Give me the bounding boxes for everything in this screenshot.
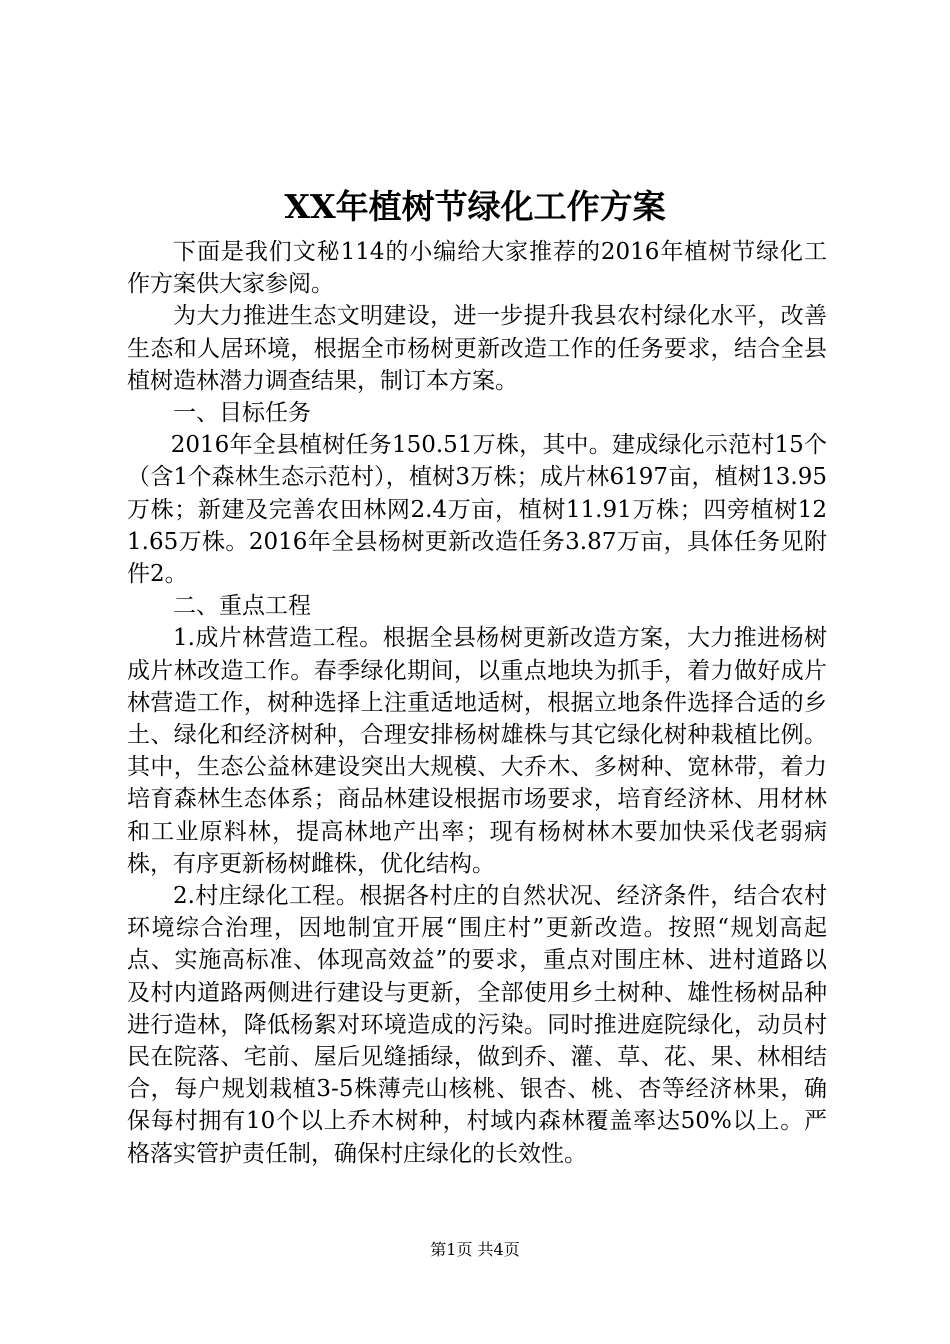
document-title: XX年植树节绿化工作方案 (284, 187, 666, 226)
section-heading-projects: 二、重点工程 (173, 593, 311, 620)
document-body (127, 236, 827, 1170)
paragraph-project-1: 1.成片林营造工程。根据全县杨树更新改造方案，大力推进杨树成片林改造工作。春季绿化期间，以重点地块为抓手，着力做好成片林营造工作，树种选择上注重适地适树，根据立地条件选择合适的乡土、绿化和经济树种，合理安排杨树雄株与其它绿化树种栽植比例。其中，生态公益林建设突出大规模、大乔木、多树种、宽林带，着力培育森林生态体系；商品林建设根据市场要求，培育经济林、用材林和工业原料林，提高林地产出率；现有杨树林木要加快采伐老弱病株，有序更新杨树雌株，优化结构。 (127, 625, 827, 877)
paragraph-intro: 下面是我们文秘114的小编给大家推荐的2016年植树节绿化工作方案供大家参阅。 (127, 239, 827, 298)
page-footer: 第1页 共4页 (430, 1240, 520, 1259)
paragraph-goals: 2016年全县植树任务150.51万株，其中。建成绿化示范村15个（含1个森林生态示范村），植树3万株；成片林6197亩，植树13.95万株；新建及完善农田林网2.4万亩，植树11.91万株；四旁植树121.65万株。2016年全县杨树更新改造任务3.87万亩，具体任务见附件2。 (127, 432, 827, 588)
paragraph-project-2: 2.村庄绿化工程。根据各村庄的自然状况、经济条件，结合农村环境综合治理，因地制宜开展“围庄村”更新改造。按照“规划高起点、实施高标准、体现高效益”的要求，重点对围庄林、进村道路以及村内道路两侧进行建设与更新，全部使用乡土树种、雄性杨树品种进行造林，降低杨絮对环境造成的污染。同时推进庭院绿化，动员村民在院落、宅前、屋后见缝插绿，做到乔、灌、草、花、果、林相结合，每户规划栽植3-5株薄壳山核桃、银杏、桃、杏等经济林果，确保每村拥有10个以上乔木树种，村域内森林覆盖率达50%以上。严格落实管护责任制，确保村庄绿化的长效性。 (127, 883, 827, 1167)
paragraph-purpose: 为大力推进生态文明建设，进一步提升我县农村绿化水平，改善生态和人居环境，根据全市杨树更新改造工作的任务要求，结合全县植树造林潜力调查结果，制订本方案。 (127, 303, 827, 394)
section-heading-goals: 一、目标任务 (173, 400, 311, 427)
